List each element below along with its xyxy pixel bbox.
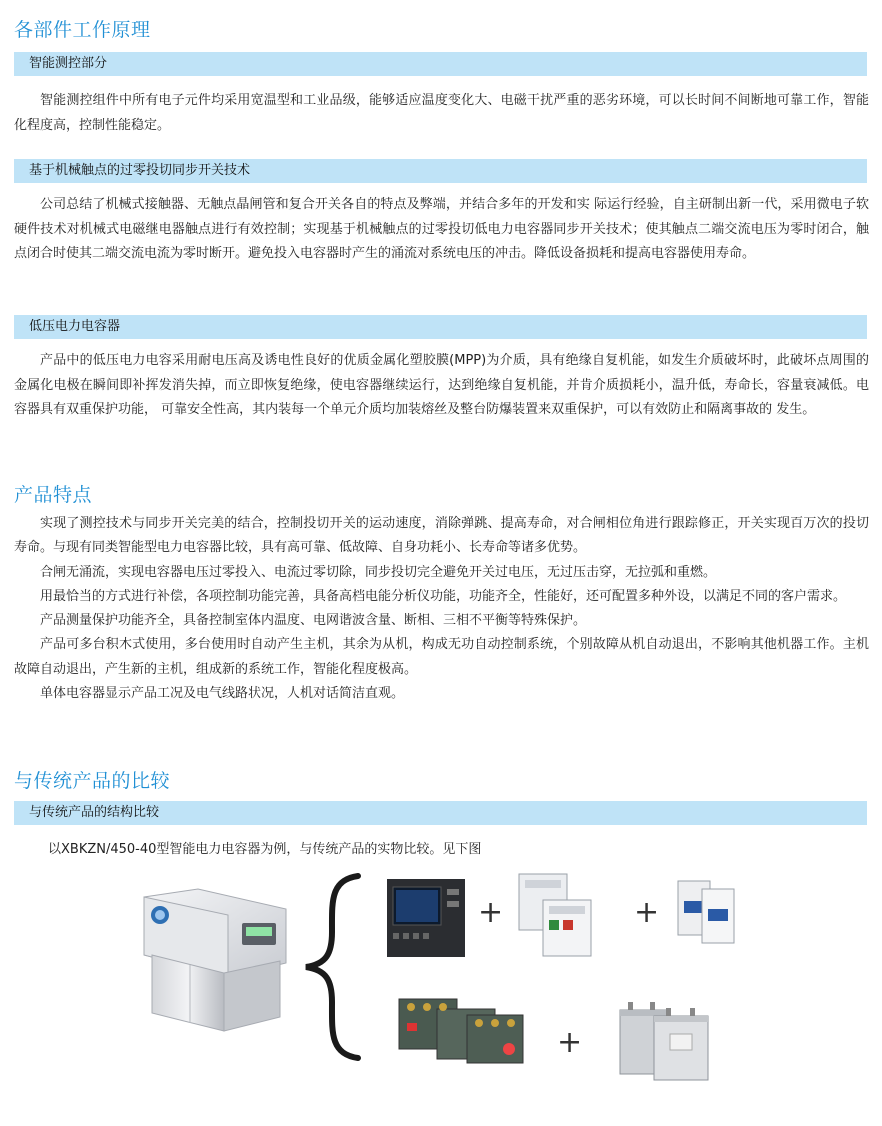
plus-sign-3: + [557,1025,583,1060]
feature-item: 产品可多台积木式使用，多台使用时自动产生主机，其余为从机，构成无功自动控制系统，个别故障从机自动退出，不影响其他机器工作。主机故障自动退出，产生新的主机，组成新的系统工作，智能化程度极高。 [14,637,869,677]
feature-item: 实现了测控技术与同步开关完美的结合，控制投切开关的运动速度，消除弹跳、提高寿命，对合闸相位角进行跟踪修正，开关实现百万次的投切寿命。与现有同类智能型电力电容器比较，具有高可靠、低故障、自身功耗小、长寿命等诸多优势。 [14,516,869,556]
plus-sign-1: + [478,895,504,930]
section-title-comparison: 与传统产品的比较 [14,770,171,792]
paragraph-smart-control: 智能测控组件中所有电子元件均采用宽温型和工业品级，能够适应温度变化大、电磁干扰严重的恶劣环境，可以长时间不间断地可靠工作，智能化程度高，控制性能稳定。 [14,93,869,133]
paragraph-sync-switch: 公司总结了机械式接触器、无触点晶闸管和复合开关各自的特点及弊端，并结合多年的开发和实 际运行经验，自主研制出新一代，采用微电子软硬件技术对机械式电磁继电器触点进行有效控制；实现基于机械触点的过零投切低电力电容器同步开关技术；使其触点二端交流电压为零时闭合，触点闭合时使其二端交流电流为零时断开。避免投入电容器时产生的涌流对系统电压的冲击。降低设备损耗和提高电容器使用寿命。 [14,197,869,261]
section-title-principles: 各部件工作原理 [14,19,151,41]
section-title-features: 产品特点 [14,484,93,506]
subsection-bar-smart-control: 智能测控部分 [14,52,867,76]
traditional-capacitors-image [614,1000,714,1082]
controller-image [385,877,467,959]
circuit-breakers-image [676,877,736,947]
plus-sign-2: + [634,895,660,930]
feature-item: 合闸无涌流，实现电容器电压过零投入、电流过零切除，同步投切完全避免开关过电压，无过压击穿，无拉弧和重燃。 [40,564,717,580]
curly-brace-icon [300,872,362,1062]
subsection-bar-capacitor: 低压电力电容器 [14,315,867,339]
subsection-bar-sync-switch: 基于机械触点的过零投切同步开关技术 [14,159,867,183]
relay-modules-image [515,872,597,958]
feature-item: 用最恰当的方式进行补偿，各项控制功能完善，具备高档电能分析仪功能，功能齐全，性能好，还可配置多种外设，以满足不同的客户需求。 [40,588,847,604]
subsection-bar-structure-compare: 与传统产品的结构比较 [14,801,867,825]
contactors-image [397,993,527,1065]
paragraph-capacitor: 产品中的低压电力电容采用耐电压高及诱电性良好的优质金属化塑胶膜(MPP)为介质，具有绝缘自复机能，如发生介质破坏时，此破坏点周围的金属化电极在瞬间即补挥发消失掉，而立即恢复绝缘，使电容器继续运行，达到绝缘自复机能，并肯介质损耗小，温升低，寿命长，容量衰减低。电容器具有双重保护功能， 可靠安全性高，其内装每一个单元介质均加装熔丝及整台防爆装置来双重保护，可以有效防止和隔离事故的 发生。 [14,353,869,417]
feature-item: 产品测量保护功能齐全，具备控制室体内温度、电网谐波含量、断相、三相不平衡等特殊保护。 [40,613,587,629]
comparison-intro: 以XBKZN/450-40型智能电力电容器为例，与传统产品的实物比较。见下图 [48,842,482,857]
smart-capacitor-image [138,885,290,1037]
features-list [14,512,869,706]
feature-item: 单体电容器显示产品工况及电气线路状况，人机对话简洁直观。 [40,686,405,702]
